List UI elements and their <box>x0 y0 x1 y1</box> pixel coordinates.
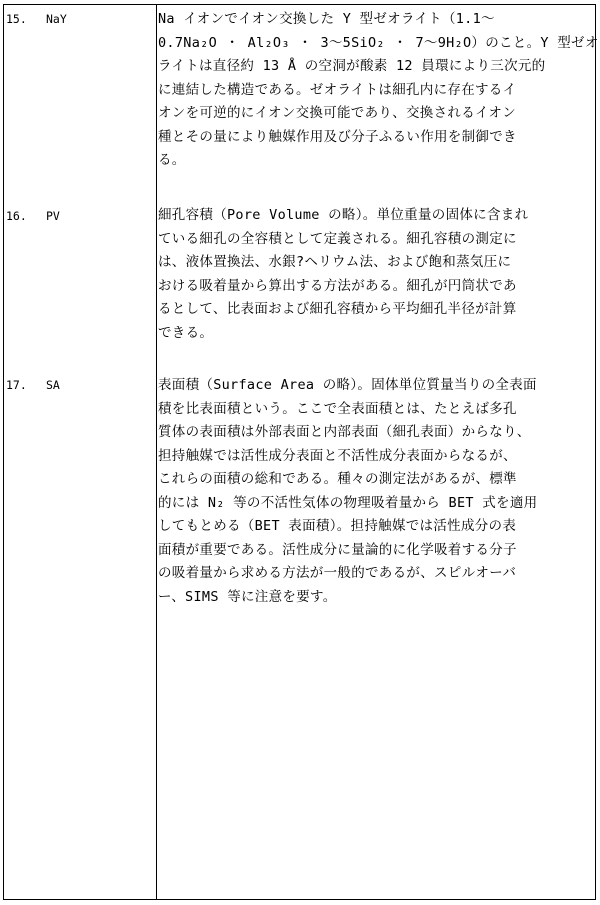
definition-line: 担持触媒では活性成分表面と不活性成分表面からなるが、 <box>158 447 517 464</box>
entry-term: PV <box>46 209 60 223</box>
entry-term-row <box>6 12 67 68</box>
entry-definition <box>158 8 599 173</box>
definition-line: 的には N₂ 等の不活性気体の物理吸着量から BET 式を適用 <box>158 494 538 511</box>
definition-line: できる。 <box>158 324 214 341</box>
definition-line: は、液体置換法、水銀?ヘリウム法、および飽和蒸気圧に <box>158 254 512 270</box>
entry-term: SA <box>46 378 60 392</box>
entry-definition <box>158 204 528 345</box>
definition-line: ー、SIMS 等に注意を要す。 <box>158 588 337 605</box>
definition-line: おける吸着量から算出する方法がある。細孔が円筒状であ <box>158 277 517 294</box>
definition-line: 0.7Na₂O ・ Al₂O₃ ・ 3〜5SiO₂ ・ 7〜9H₂O）のこと。Y 型ゼオ <box>158 34 599 51</box>
definition-line: してもとめる（BET 表面積）。担持触媒では活性成分の表 <box>158 518 517 534</box>
entry-number: 15. <box>6 12 27 26</box>
definition-line: 表面積（Surface Area の略）。固体単位質量当りの全表面 <box>158 377 537 393</box>
definition-line: る。 <box>158 152 186 168</box>
definition-line: ている細孔の全容積として定義される。細孔容積の測定に <box>158 230 517 247</box>
definition-line: オンを可逆的にイオン交換可能であり、交換されるイオン <box>158 105 516 121</box>
entry-term: NaY <box>46 12 67 26</box>
entry-number: 16. <box>6 209 27 223</box>
definition-line: に連結した構造である。ゼオライトは細孔内に存在するイ <box>158 81 517 98</box>
entry-number: 17. <box>6 378 27 392</box>
entry-term-row <box>6 209 60 265</box>
definition-line: 積を比表面積という。ここで全表面積とは、たとえば多孔 <box>158 400 517 417</box>
definition-line: 質体の表面積は外部表面と内部表面（細孔表面）からなり、 <box>158 424 531 440</box>
term-column <box>4 5 157 900</box>
definition-line: の吸着量から求める方法が一般的であるが、スピルオーバ <box>158 565 517 581</box>
definition-line: これらの面積の総和である。種々の測定法があるが、標準 <box>158 471 517 487</box>
definition-line: 種とその量により触媒作用及び分子ふるい作用を制御でき <box>158 128 517 145</box>
entry-definition <box>158 374 537 609</box>
definition-line: るとして、比表面および細孔容積から平均細孔半径が計算 <box>158 301 517 317</box>
definition-line: ライトは直径約 13 Å の空洞が酸素 12 員環により三次元的 <box>158 58 546 74</box>
definition-line: 面積が重要である。活性成分に量論的に化学吸着する分子 <box>158 541 517 558</box>
definition-line: 細孔容積（Pore Volume の略）。単位重量の固体に含まれ <box>158 207 529 223</box>
definition-line: Na イオンでイオン交換した Y 型ゼオライト（1.1〜 <box>158 11 495 27</box>
entry-term-row <box>6 378 60 434</box>
